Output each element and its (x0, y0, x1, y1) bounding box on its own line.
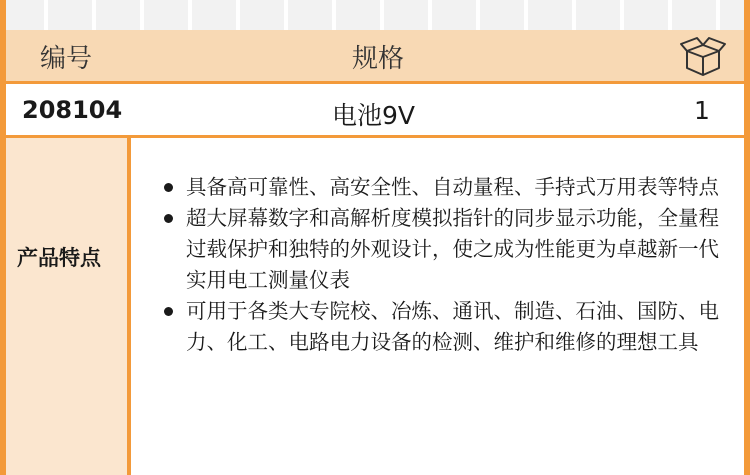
header-id: 编号 (40, 44, 93, 74)
box-icon (679, 35, 727, 79)
bullet-icon (164, 214, 173, 223)
feature-list (160, 172, 720, 358)
feature-label: 产品特点 (17, 246, 101, 270)
header-spec: 规格 (352, 44, 405, 74)
feature-divider (127, 138, 131, 475)
feature-label-cell (6, 138, 127, 475)
bullet-icon (164, 183, 173, 192)
feature-item (160, 203, 720, 296)
feature-text: 可用于各类大专院校、冶炼、通讯、制造、石油、国防、电力、化工、电路电力设备的检测、维护和维修的理想工具 (186, 299, 719, 354)
product-name: 电池9V (332, 101, 416, 130)
table-header (6, 30, 744, 84)
product-code: 208104 (22, 96, 123, 124)
feature-item (160, 172, 720, 203)
product-quantity: 1 (694, 96, 710, 125)
feature-text: 超大屏幕数字和高解析度模拟指针的同步显示功能，全量程过载保护和独特的外观设计，使之成为性能更为卓越新一代实用电工测量仪表 (186, 206, 719, 292)
table-row (6, 84, 744, 138)
bullet-icon (164, 307, 173, 316)
feature-text: 具备高可靠性、高安全性、自动量程、手持式万用表等特点 (186, 175, 719, 199)
feature-item (160, 296, 720, 358)
